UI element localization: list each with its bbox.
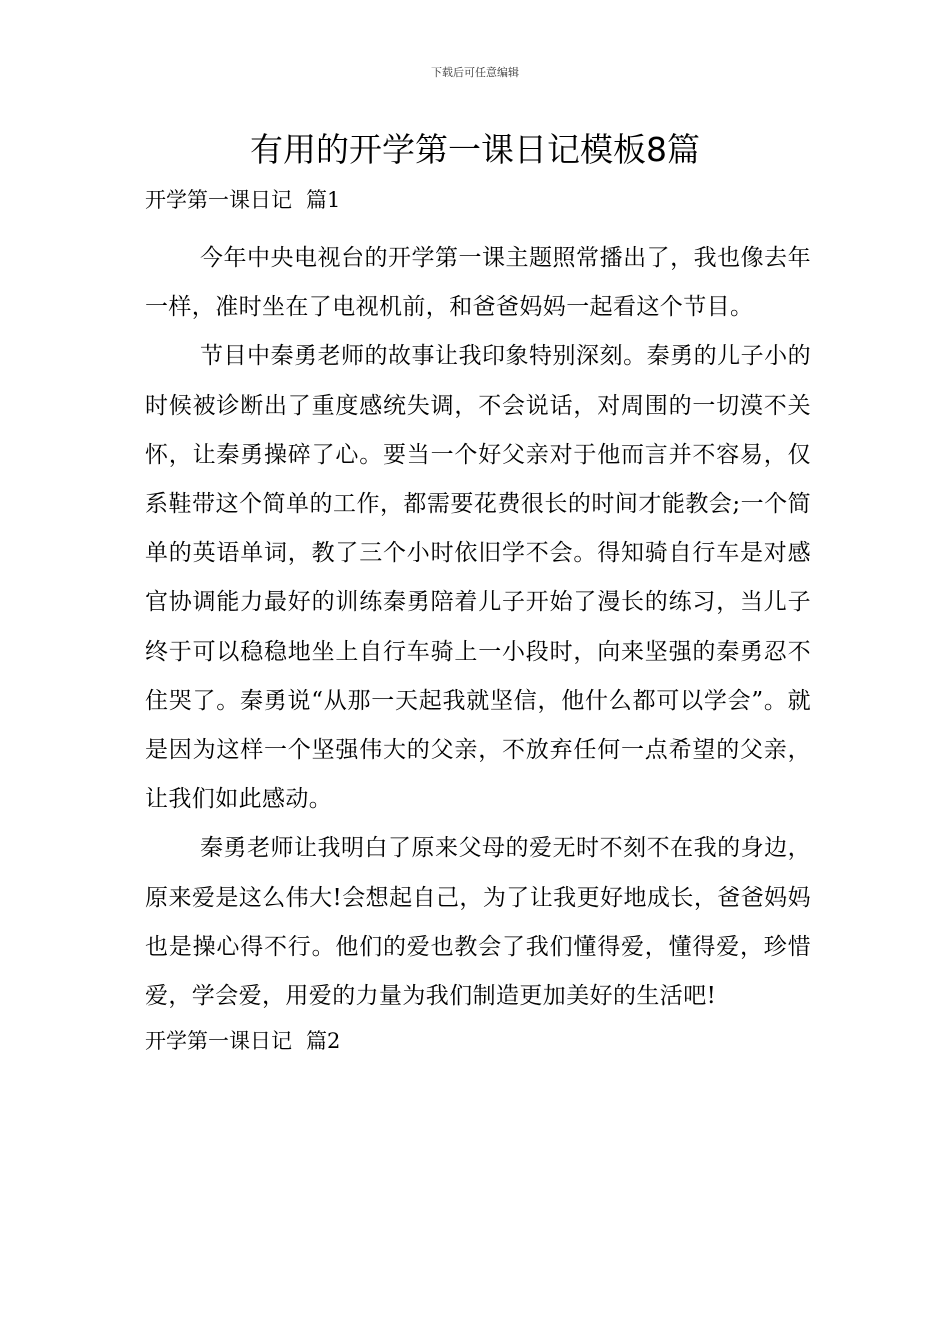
header-note: 下载后可任意编辑 <box>431 66 519 79</box>
document-body <box>145 180 811 1061</box>
section-heading-2 <box>145 1021 811 1061</box>
section-heading-number: 篇2 <box>306 1029 341 1054</box>
document-title: 有用的开学第一课日记模板8篇 <box>250 130 700 169</box>
paragraph: 秦勇老师让我明白了原来父母的爱无时不刻不在我的身边，原来爱是这么伟大!会想起自己，为了让我更好地成长，爸爸妈妈也是操心得不行。他们的爱也教会了我们懂得爱，懂得爱，珍惜爱，学会爱，用爱的力量为我们制造更加美好的生活吧! <box>145 835 811 1010</box>
section-heading-1 <box>145 180 811 220</box>
paragraph: 节目中秦勇老师的故事让我印象特别深刻。秦勇的儿子小的时候被诊断出了重度感统失调，不会说话，对周围的一切漠不关怀，让秦勇操碎了心。要当一个好父亲对于他而言并不容易，仅系鞋带这个简单的工作，都需要花费很长的时间才能教会;一个简单的英语单词，教了三个小时依旧学不会。得知骑自行车是对感官协调能力最好的训练秦勇陪着儿子开始了漫长的练习，当儿子终于可以稳稳地坐上自行车骑上一小段时，向来坚强的秦勇忍不住哭了。秦勇说“从那一天起我就坚信，他什么都可以学会”。就是因为这样一个坚强伟大的父亲，不放弃任何一点希望的父亲，让我们如此感动。 <box>145 343 811 813</box>
section-heading-text: 开学第一课日记 <box>145 188 292 212</box>
section-heading-number: 篇1 <box>306 188 341 212</box>
section-heading-text: 开学第一课日记 <box>145 1029 292 1054</box>
paragraph: 今年中央电视台的开学第一课主题照常播出了，我也像去年一样，准时坐在了电视机前，和爸爸妈妈一起看这个节目。 <box>145 245 811 321</box>
